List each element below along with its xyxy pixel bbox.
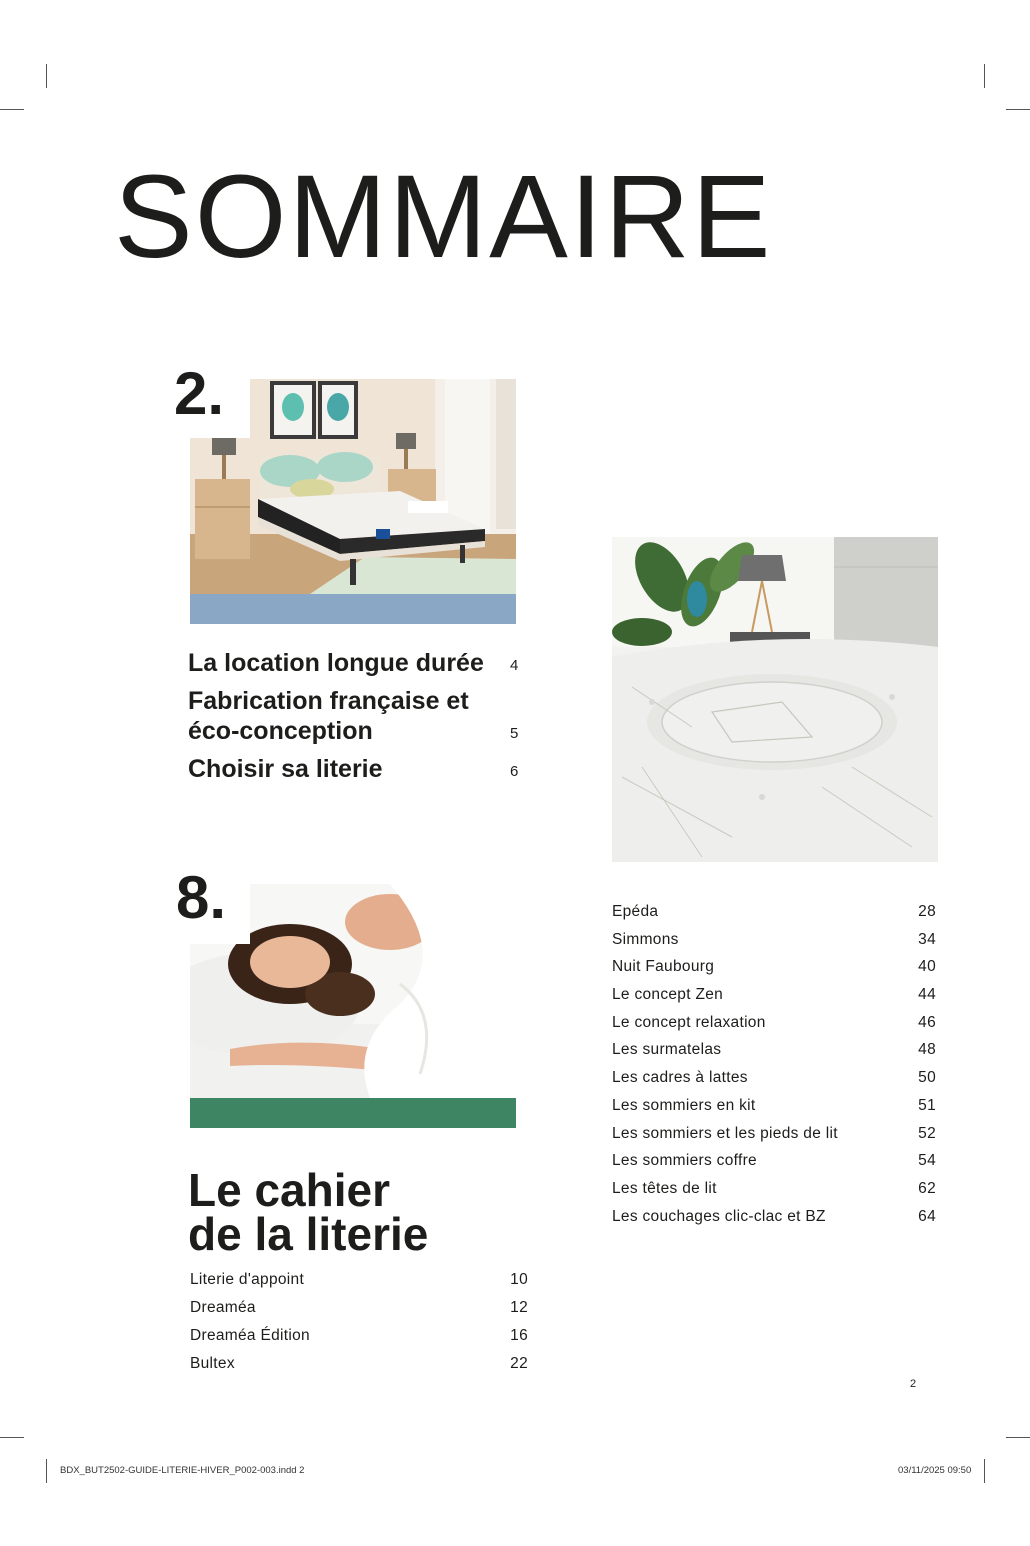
toc-row-page: 50 <box>918 1069 936 1086</box>
footer-datetime: 03/11/2025 09:50 <box>898 1465 972 1476</box>
toc-row-page: 52 <box>918 1125 936 1142</box>
toc-row-page: 48 <box>918 1041 936 1058</box>
toc-row-label: Simmons <box>612 931 679 948</box>
crop-mark-bottom-left-h <box>0 1437 24 1438</box>
toc-row <box>612 986 936 1004</box>
footer-filename: BDX_BUT2502-GUIDE-LITERIE-HIVER_P002-003.indd 2 <box>60 1465 305 1476</box>
toc-row-label: Bultex <box>190 1355 235 1372</box>
section-title-line1: Le cahier <box>188 1164 390 1216</box>
toc-row-label: Les têtes de lit <box>612 1180 717 1197</box>
toc-row-label: Dreaméa <box>190 1299 256 1316</box>
toc-row-label: Les sommiers et les pieds de lit <box>612 1125 838 1142</box>
toc-row <box>612 1041 936 1059</box>
toc-row-label: Le concept relaxation <box>612 1014 766 1031</box>
page-title: SOMMAIRE <box>114 151 773 283</box>
toc-row <box>612 1152 936 1170</box>
toc-row-label: Les surmatelas <box>612 1041 722 1058</box>
toc-row <box>612 1208 936 1226</box>
toc-item-fabrication-line2: éco-conception <box>188 717 373 745</box>
crop-mark-bottom-right-v <box>984 1459 985 1483</box>
toc-row-page: 46 <box>918 1014 936 1031</box>
toc-row-page: 22 <box>510 1355 528 1372</box>
toc-row <box>190 1299 528 1317</box>
toc-row-page: 62 <box>918 1180 936 1197</box>
toc-row-page: 54 <box>918 1152 936 1169</box>
crop-mark-bottom-left-v <box>46 1459 47 1483</box>
page-number: 2 <box>910 1378 917 1390</box>
toc-row <box>190 1355 528 1373</box>
toc-page: 6 <box>510 763 519 780</box>
toc-row-label: Nuit Faubourg <box>612 958 715 975</box>
toc-row-page: 28 <box>918 903 936 920</box>
toc-row <box>612 903 936 921</box>
toc-item-location: La location longue durée <box>188 649 484 677</box>
duvet-photo <box>612 537 938 862</box>
toc-row <box>612 1069 936 1087</box>
toc-row <box>190 1271 528 1289</box>
toc-row-page: 40 <box>918 958 936 975</box>
section-title <box>188 1164 429 1260</box>
toc-row-page: 12 <box>510 1299 528 1316</box>
crop-mark-top-right-v <box>984 64 985 88</box>
toc-row <box>612 958 936 976</box>
toc-row-page: 34 <box>918 931 936 948</box>
toc-row-page: 16 <box>510 1327 528 1344</box>
toc-row-label: Literie d'appoint <box>190 1271 305 1288</box>
toc-row-label: Les couchages clic-clac et BZ <box>612 1208 826 1225</box>
toc-row-label: Dreaméa Édition <box>190 1327 310 1344</box>
section-number-2: 2. <box>174 360 225 427</box>
toc-item-choisir: Choisir sa literie <box>188 755 383 783</box>
toc-page: 5 <box>510 725 519 742</box>
toc-row-page: 64 <box>918 1208 936 1225</box>
toc-row-label: Le concept Zen <box>612 986 724 1003</box>
crop-mark-bottom-right-h <box>1006 1437 1030 1438</box>
toc-row-label: Les sommiers coffre <box>612 1152 757 1169</box>
toc-row <box>612 1097 936 1115</box>
toc-row-label: Epéda <box>612 903 659 920</box>
toc-page: 4 <box>510 657 519 674</box>
toc-row <box>190 1327 528 1345</box>
toc-row <box>612 1180 936 1198</box>
toc-row <box>612 1014 936 1032</box>
toc-row-label: Les sommiers en kit <box>612 1097 756 1114</box>
toc-row <box>612 1125 936 1143</box>
crop-mark-top-left-h <box>0 109 24 110</box>
toc-row-page: 10 <box>510 1271 528 1288</box>
toc-row-page: 51 <box>918 1097 936 1114</box>
crop-mark-top-left-v <box>46 64 47 88</box>
section-number-8: 8. <box>176 864 227 931</box>
section-title-line2: de la literie <box>188 1208 429 1260</box>
crop-mark-top-right-h <box>1006 109 1030 110</box>
toc-row-page: 44 <box>918 986 936 1003</box>
toc-row <box>612 931 936 949</box>
toc-item-fabrication: Fabrication française et <box>188 687 469 715</box>
toc-row-label: Les cadres à lattes <box>612 1069 748 1086</box>
